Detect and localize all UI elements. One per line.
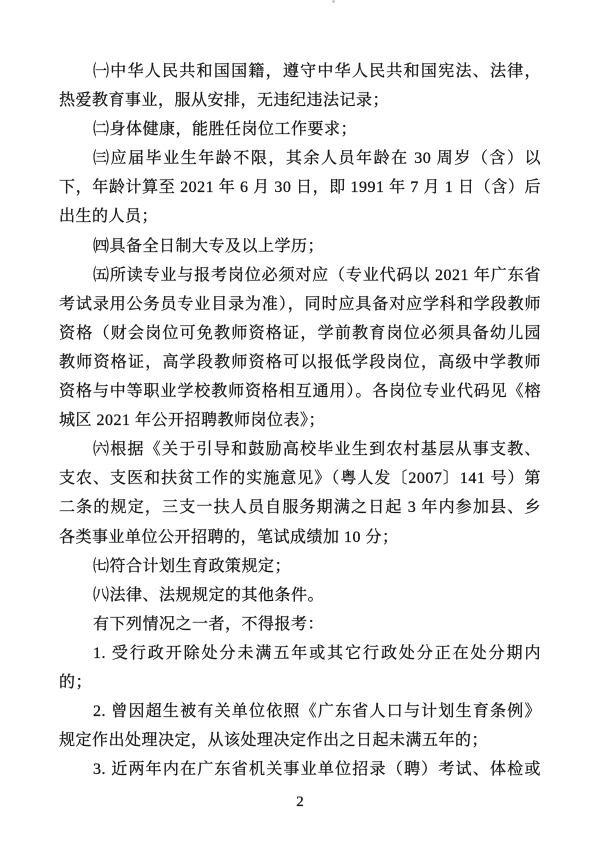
scan-artifact-dot bbox=[332, 0, 335, 3]
doc-line: ㈤所读专业与报考岗位必须对应（专业代码以 2021 年广东省 bbox=[93, 266, 541, 284]
doc-line: ㈧法律、法规规定的其他条件。 bbox=[93, 586, 325, 604]
doc-line: 资格与中等职业学校教师资格相互通用）。各岗位专业代码见《榕 bbox=[59, 383, 541, 401]
doc-line: 1. 受行政开除处分未满五年或其它行政处分正在处分期内 bbox=[93, 644, 541, 662]
doc-line: ㈥根据《关于引导和鼓励高校毕业生到农村基层从事支教、 bbox=[93, 441, 541, 459]
doc-line: 热爱教育事业，服从安排，无违纪违法记录； bbox=[59, 92, 390, 110]
doc-line: 规定作出处理决定，从该处理决定作出之日起未满五年的； bbox=[59, 732, 489, 750]
doc-line: 支农、支医和扶贫工作的实施意见》（粤人发〔2007〕141 号）第 bbox=[59, 470, 541, 488]
doc-line: ㈢应届毕业生年龄不限，其余人员年龄在 30 周岁（含）以 bbox=[93, 150, 541, 168]
doc-line: 2. 曾因超生被有关单位依照《广东省人口与计划生育条例》 bbox=[93, 703, 541, 721]
doc-line: ㈡身体健康，能胜任岗位工作要求； bbox=[93, 121, 358, 139]
doc-line: 出生的人员； bbox=[59, 208, 159, 226]
doc-line: 二条的规定，三支一扶人员自服务期满之日起 3 年内参加县、乡 bbox=[59, 499, 541, 517]
doc-line: 各类事业单位公开招聘的，笔试成绩加 10 分； bbox=[59, 528, 399, 546]
doc-line: 有下列情况之一者，不得报考： bbox=[93, 615, 325, 633]
doc-line: ㈦符合计划生育政策规定； bbox=[93, 557, 292, 575]
doc-line: 城区 2021 年公开招聘教师岗位表》； bbox=[59, 412, 326, 430]
doc-line: 下，年龄计算至 2021 年 6 月 30 日，即 1991 年 7 月 1 日（含）后 bbox=[59, 179, 541, 197]
doc-line: ㈣具备全日制大专及以上学历； bbox=[93, 237, 325, 255]
doc-line: 教师资格证，高学段教师资格可以报低学段岗位，高级中学教师 bbox=[59, 353, 541, 371]
page-number: 2 bbox=[296, 794, 304, 810]
document-body bbox=[59, 57, 541, 784]
doc-line: 资格（财会岗位可免教师资格证，学前教育岗位必须具备幼儿园 bbox=[59, 324, 541, 342]
doc-line: ㈠中华人民共和国国籍，遵守中华人民共和国宪法、法律， bbox=[93, 63, 541, 80]
doc-line: 3. 近两年内在广东省机关事业单位招录（聘）考试、体检或 bbox=[93, 761, 541, 779]
doc-line: 的； bbox=[59, 673, 93, 691]
doc-line: 考试录用公务员专业目录为准），同时应具备对应学科和学段教师 bbox=[59, 295, 541, 313]
